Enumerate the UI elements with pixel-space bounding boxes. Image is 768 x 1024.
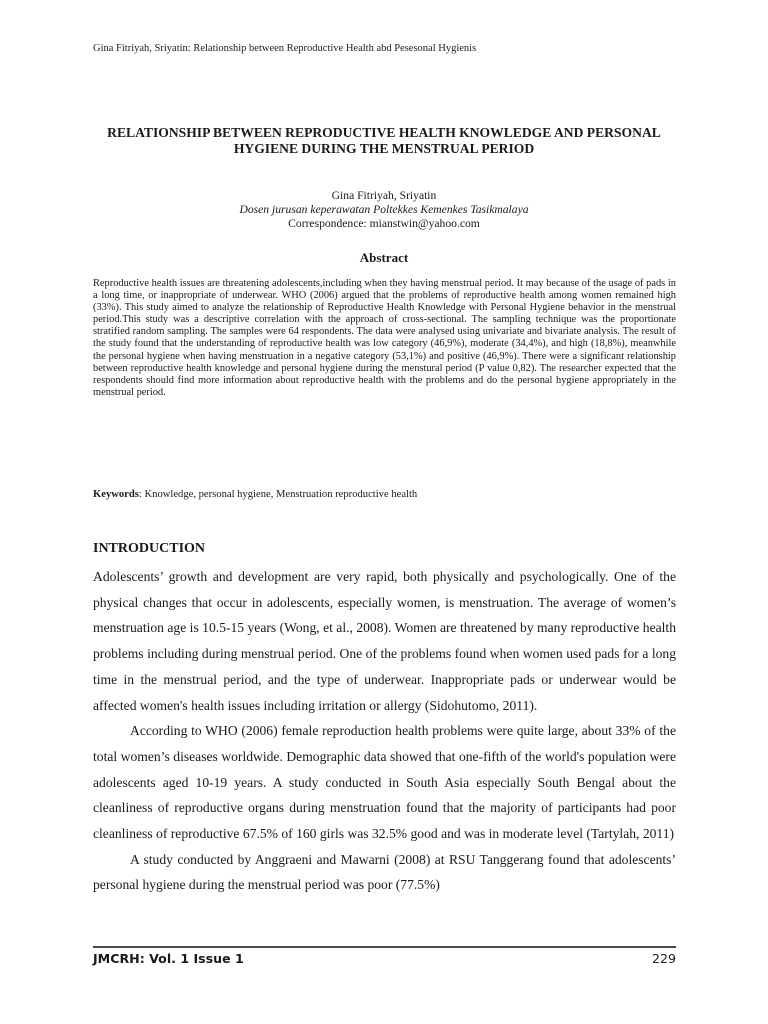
abstract-body: Reproductive health issues are threatening adolescents,including when they having menstrual period. It may because of the usage of pads in a long time, or inappropriate of underwear. WHO (2006) argued that the problems of reproductive health among women remained high (33%). This study aimed to analyze the relationship of Reproductive Health Knowledge with Personal Hygiene behavior in the menstrual period.This study was a descriptive correlation with the approach of cross-sectional. The sampling technique was the proportionate stratified random sampling. The samples were 64 respondents. The data were analysed using univariate and bivariate analysis. The result of the study found that the understanding of reproductive health was low category (46,9%), moderate (34,4%), and high (18,8%), meanwhile the personal hygiene when having menstruation in a negative category (53,1%) and positive (46,9%). There were a significant relationship between reproductive health knowledge and personal hygiene during the menstural period (P value 0,82). The researcher expected that the respondents should find more information about reproductive health with the problems and do the personal hygiene appropriately in the menstrual period. bbox=[93, 278, 676, 398]
footer-page-number: 229 bbox=[651, 951, 676, 966]
running-head: Gina Fitriyah, Sriyatin: Relationship between Reproductive Health abd Pesesonal Hygienis bbox=[93, 43, 477, 54]
author-affiliation: Dosen jurusan keperawatan Poltekkes Kemenkes Tasikmalaya bbox=[239, 203, 529, 216]
footer-journal: JMCRH: Vol. 1 Issue 1 bbox=[93, 951, 244, 966]
author-block bbox=[93, 189, 675, 231]
correspondence: Correspondence: mianstwin@yahoo.com bbox=[288, 217, 480, 230]
keywords-text: : Knowledge, personal hygiene, Menstruation reproductive health bbox=[138, 489, 418, 500]
abstract-heading: Abstract bbox=[359, 250, 409, 265]
author-names: Gina Fitriyah, Sriyatin bbox=[331, 189, 437, 202]
paper-title: RELATIONSHIP BETWEEN REPRODUCTIVE HEALTH KNOWLEDGE AND PERSONAL HYGIENE DURING THE MENSTRUAL PERIOD bbox=[107, 125, 661, 156]
keywords-label: Keywords bbox=[93, 489, 139, 500]
keywords-line bbox=[93, 489, 676, 500]
intro-paragraph: According to WHO (2006) female reproduction health problems were quite large, about 33% of the total women’s diseases worldwide. Demographic data showed that one-fifth of the world's population were adolescents aged 10-19 years. A study conducted in South Asia especially South Bengal about the cleanliness of reproductive organs during menstruation found that the majority of participants had poor cleanliness of reproductive 67.5% of 160 girls was 32.5% good and was in moderate level (Tartylah, 2011) bbox=[93, 723, 676, 842]
section-heading-introduction: INTRODUCTION bbox=[93, 541, 206, 556]
intro-paragraph: A study conducted by Anggraeni and Mawarni (2008) at RSU Tanggerang found that adolescents’ personal hygiene during the menstrual period was poor (77.5%) bbox=[93, 851, 676, 893]
footer-divider bbox=[93, 946, 676, 948]
intro-paragraph: Adolescents’ growth and development are very rapid, both physically and psychologically. One of the physical changes that occur in adolescents, especially women, is menstruation. The average of women’s menstruation age is 10.5-15 years (Wong, et al., 2008). Women are threatened by many reproductive health problems including during menstrual period. One of the problems found when women used pads for a long time in the menstrual period, and the type of underwear. Inappropriate pads or underwear would be affected women's health issues including irritation or allergy (Sidohutomo, 2011). bbox=[93, 569, 676, 713]
introduction-body bbox=[93, 564, 676, 898]
